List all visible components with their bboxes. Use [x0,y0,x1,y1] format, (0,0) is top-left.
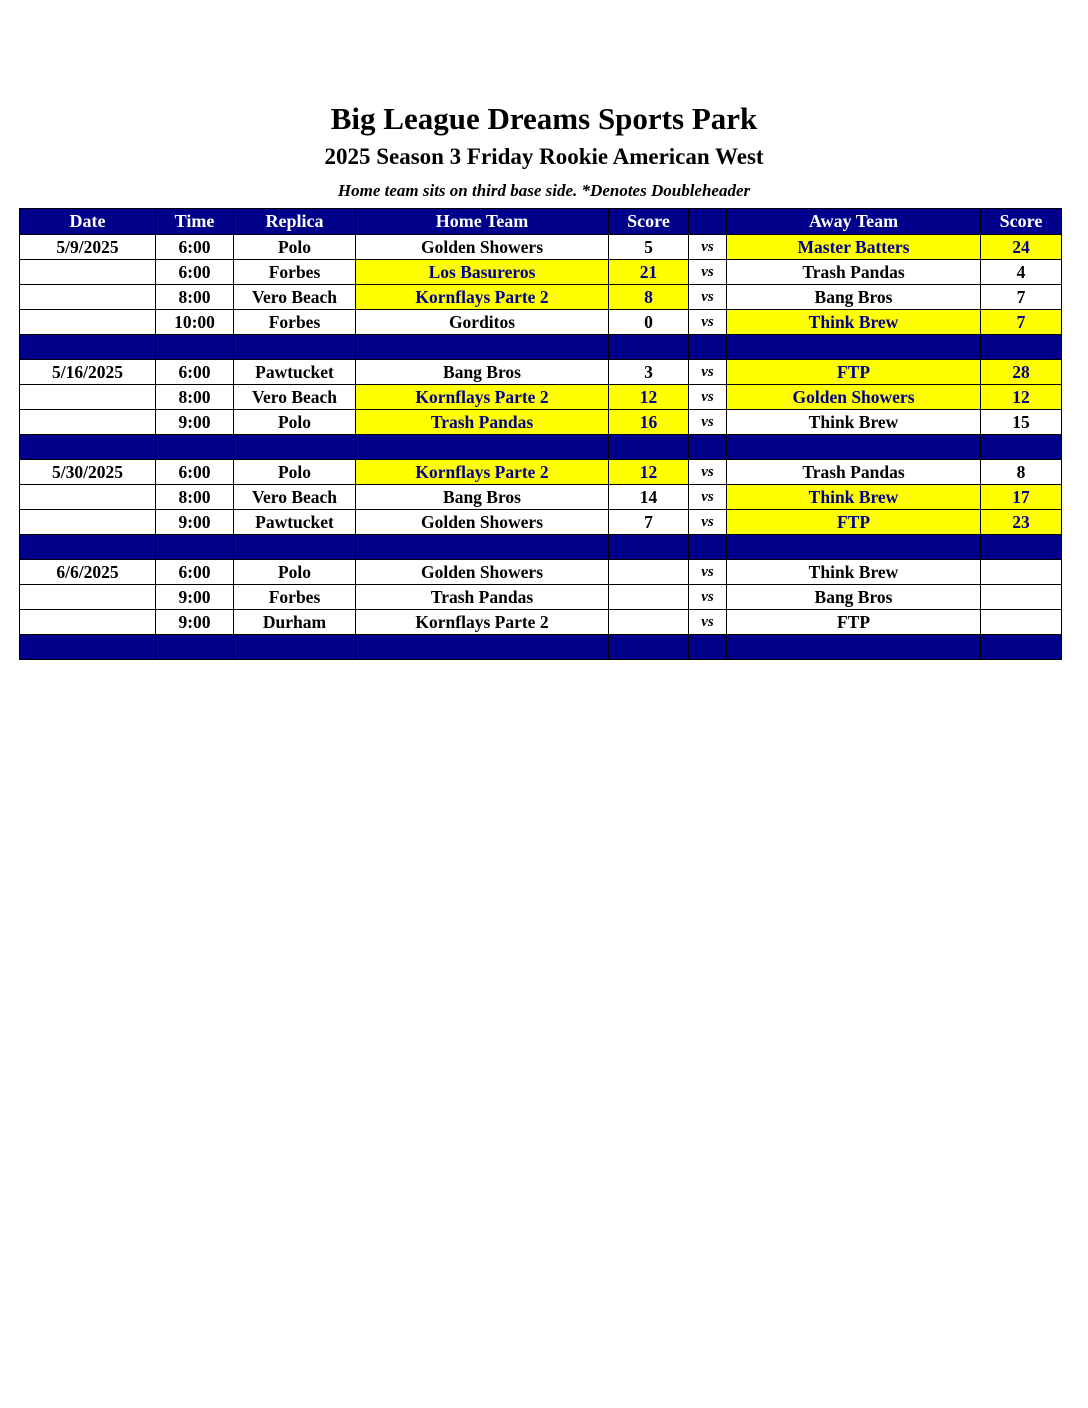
table-row [20,460,1062,485]
divider-cell [356,435,609,460]
table-row [20,360,1062,385]
time-cell: 9:00 [156,510,234,535]
divider-cell [727,435,981,460]
time-cell: 9:00 [156,585,234,610]
vs-cell: vs [689,385,727,410]
home-score-cell [609,585,689,610]
away-score-cell: 24 [981,235,1062,260]
table-row [20,410,1062,435]
table-row [20,610,1062,635]
time-cell: 6:00 [156,235,234,260]
table-row [20,285,1062,310]
table-row [20,485,1062,510]
date-cell: 5/9/2025 [20,235,156,260]
divider-cell [609,335,689,360]
replica-cell: Polo [234,410,356,435]
divider-cell [20,535,156,560]
column-header-home-team: Home Team [356,209,609,235]
vs-cell: vs [689,360,727,385]
divider-cell [981,535,1062,560]
page-title: Big League Dreams Sports Park [330,101,758,136]
date-cell [20,285,156,310]
home-score-cell: 14 [609,485,689,510]
replica-cell: Forbes [234,260,356,285]
divider-cell [356,635,609,660]
away-team-cell: Think Brew [727,560,981,585]
replica-cell: Pawtucket [234,510,356,535]
divider-cell [20,635,156,660]
away-team-cell: Golden Showers [727,385,981,410]
time-cell: 6:00 [156,360,234,385]
divider-cell [727,635,981,660]
away-score-cell [981,610,1062,635]
time-cell: 8:00 [156,285,234,310]
divider-cell [981,335,1062,360]
date-cell [20,310,156,335]
divider-row [20,535,1062,560]
vs-cell: vs [689,260,727,285]
date-cell: 5/30/2025 [20,460,156,485]
time-cell: 8:00 [156,385,234,410]
home-team-cell: Kornflays Parte 2 [356,460,609,485]
home-team-cell: Golden Showers [356,235,609,260]
vs-cell: vs [689,585,727,610]
time-cell: 6:00 [156,460,234,485]
vs-cell: vs [689,285,727,310]
divider-cell [981,435,1062,460]
divider-cell [234,335,356,360]
vs-cell: vs [689,510,727,535]
date-cell: 6/6/2025 [20,560,156,585]
divider-cell [356,535,609,560]
away-team-cell: Master Batters [727,235,981,260]
time-cell: 8:00 [156,485,234,510]
divider-cell [689,435,727,460]
vs-cell: vs [689,610,727,635]
divider-cell [234,635,356,660]
table-row [20,560,1062,585]
divider-cell [727,535,981,560]
vs-cell: vs [689,485,727,510]
away-team-cell: FTP [727,510,981,535]
away-team-cell: Trash Pandas [727,260,981,285]
away-team-cell: FTP [727,360,981,385]
time-cell: 6:00 [156,260,234,285]
divider-cell [156,435,234,460]
replica-cell: Durham [234,610,356,635]
replica-cell: Vero Beach [234,285,356,310]
divider-cell [234,535,356,560]
table-row [20,385,1062,410]
table-row [20,585,1062,610]
divider-cell [356,335,609,360]
table-row [20,260,1062,285]
replica-cell: Forbes [234,585,356,610]
replica-cell: Vero Beach [234,485,356,510]
home-score-cell: 3 [609,360,689,385]
away-score-cell: 12 [981,385,1062,410]
home-team-cell: Trash Pandas [356,410,609,435]
replica-cell: Vero Beach [234,385,356,410]
home-team-cell: Bang Bros [356,360,609,385]
divider-cell [609,535,689,560]
vs-cell: vs [689,460,727,485]
home-team-cell: Gorditos [356,310,609,335]
divider-cell [689,335,727,360]
divider-cell [156,335,234,360]
home-score-cell: 7 [609,510,689,535]
away-score-cell: 4 [981,260,1062,285]
time-cell: 10:00 [156,310,234,335]
away-team-cell: Think Brew [727,310,981,335]
replica-cell: Pawtucket [234,360,356,385]
column-header-date: Date [20,209,156,235]
replica-cell: Forbes [234,310,356,335]
date-cell [20,410,156,435]
away-score-cell: 8 [981,460,1062,485]
away-score-cell [981,560,1062,585]
column-header-away-score: Score [981,209,1062,235]
away-team-cell: Bang Bros [727,285,981,310]
column-header-home-score: Score [609,209,689,235]
home-score-cell: 8 [609,285,689,310]
divider-cell [20,335,156,360]
divider-row [20,435,1062,460]
divider-cell [689,635,727,660]
column-header-time: Time [156,209,234,235]
time-cell: 9:00 [156,410,234,435]
date-cell [20,585,156,610]
schedule-table [19,208,1062,660]
date-cell [20,510,156,535]
divider-cell [727,335,981,360]
replica-cell: Polo [234,235,356,260]
table-row [20,510,1062,535]
vs-cell: vs [689,235,727,260]
home-score-cell [609,610,689,635]
divider-row [20,335,1062,360]
column-header-replica: Replica [234,209,356,235]
away-team-cell: Think Brew [727,410,981,435]
home-score-cell: 21 [609,260,689,285]
divider-cell [981,635,1062,660]
divider-cell [609,435,689,460]
away-score-cell: 23 [981,510,1062,535]
home-team-cell: Trash Pandas [356,585,609,610]
home-team-cell: Kornflays Parte 2 [356,285,609,310]
table-row [20,235,1062,260]
date-cell [20,385,156,410]
home-score-cell: 12 [609,385,689,410]
away-team-cell: Bang Bros [727,585,981,610]
divider-row [20,635,1062,660]
column-header-away-team: Away Team [727,209,981,235]
date-cell [20,260,156,285]
vs-cell: vs [689,310,727,335]
vs-cell: vs [689,410,727,435]
divider-cell [20,435,156,460]
divider-cell [156,535,234,560]
schedule-body [20,235,1062,660]
away-team-cell: FTP [727,610,981,635]
replica-cell: Polo [234,560,356,585]
away-score-cell: 17 [981,485,1062,510]
home-team-cell: Kornflays Parte 2 [356,385,609,410]
date-cell [20,485,156,510]
table-row [20,310,1062,335]
away-score-cell: 28 [981,360,1062,385]
page-subtitle: 2025 Season 3 Friday Rookie American West [324,144,764,169]
home-score-cell [609,560,689,585]
home-score-cell: 0 [609,310,689,335]
time-cell: 9:00 [156,610,234,635]
home-team-cell: Kornflays Parte 2 [356,610,609,635]
home-team-cell: Bang Bros [356,485,609,510]
home-team-cell: Los Basureros [356,260,609,285]
date-cell: 5/16/2025 [20,360,156,385]
home-team-cell: Golden Showers [356,510,609,535]
divider-cell [689,535,727,560]
home-score-cell: 5 [609,235,689,260]
home-score-cell: 12 [609,460,689,485]
header-row [20,209,1062,235]
away-score-cell: 15 [981,410,1062,435]
time-cell: 6:00 [156,560,234,585]
date-cell [20,610,156,635]
away-score-cell: 7 [981,285,1062,310]
vs-cell: vs [689,560,727,585]
home-team-cell: Golden Showers [356,560,609,585]
schedule-note: Home team sits on third base side. *Denotes Doubleheader [337,181,751,200]
replica-cell: Polo [234,460,356,485]
divider-cell [234,435,356,460]
home-score-cell: 16 [609,410,689,435]
column-header-vs [689,209,727,235]
away-score-cell [981,585,1062,610]
away-team-cell: Trash Pandas [727,460,981,485]
divider-cell [609,635,689,660]
away-score-cell: 7 [981,310,1062,335]
away-team-cell: Think Brew [727,485,981,510]
divider-cell [156,635,234,660]
